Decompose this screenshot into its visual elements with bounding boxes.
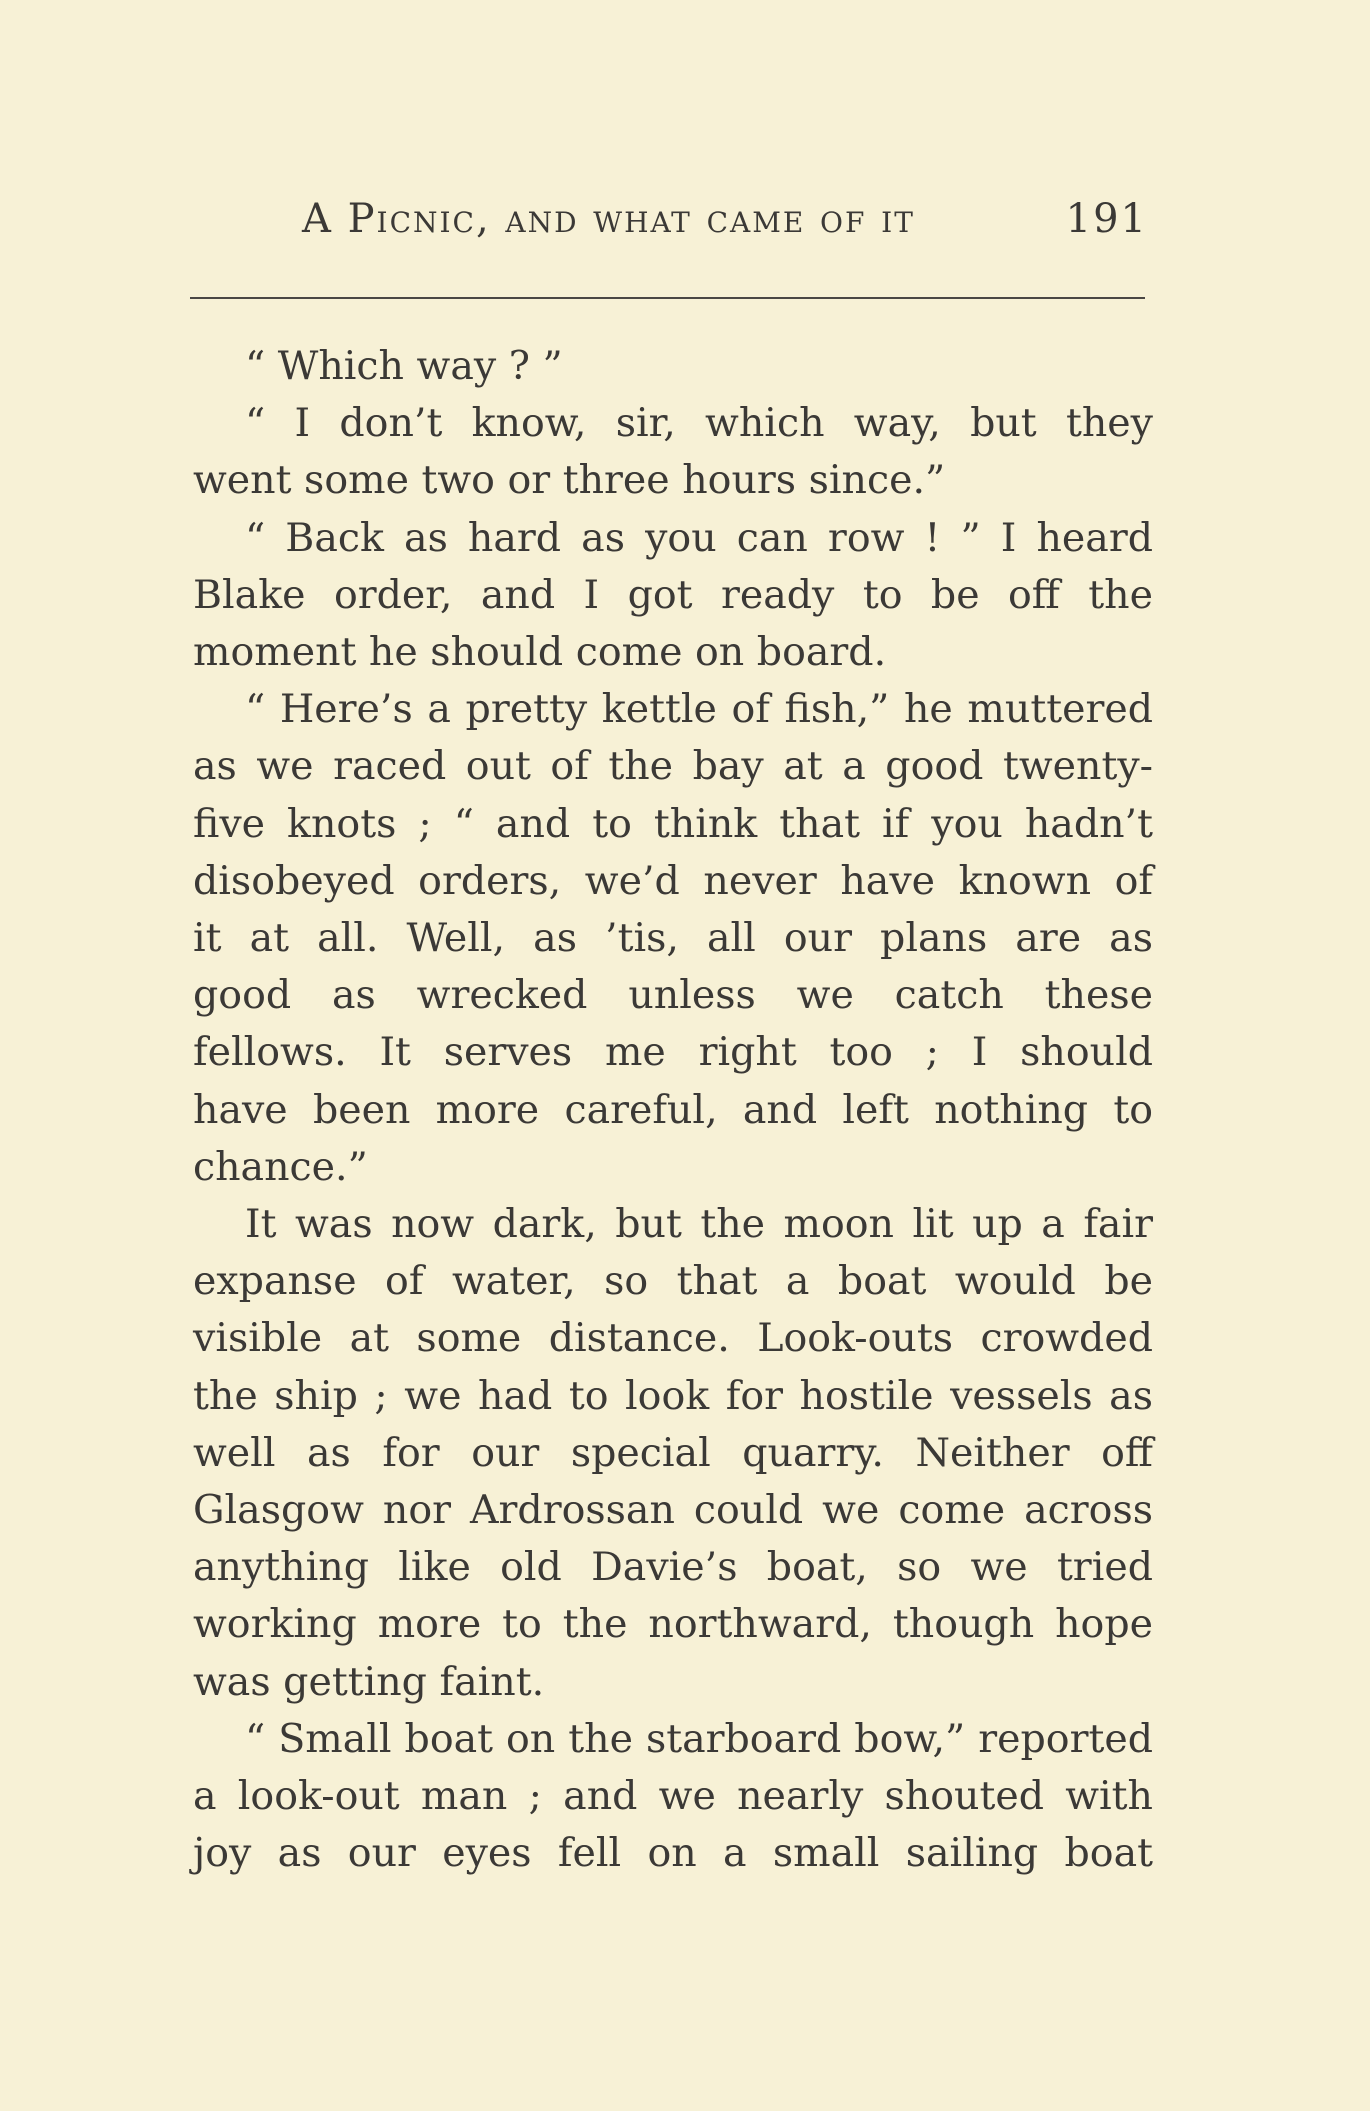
text-line: “ Back as hard as you can row ! ” I heard [245, 514, 1153, 561]
page-number: 191 [1065, 196, 1148, 242]
text-line: “ Here’s a pretty kettle of fish,” he muttered [245, 686, 1153, 733]
text-line: Blake order, and I got ready to be off the [193, 571, 1153, 618]
running-title: A Picnic, and what came of it [302, 196, 915, 242]
text-line: went some two or three hours since.” [193, 457, 946, 504]
text-line: expanse of water, so that a boat would be [193, 1258, 1153, 1305]
text-line: “ Small boat on the starboard bow,” reported [245, 1715, 1153, 1762]
running-head [198, 196, 1148, 252]
text-line: working more to the northward, though hope [193, 1601, 1153, 1648]
text-line: It was now dark, but the moon lit up a fair [245, 1201, 1153, 1248]
text-line: fellows. It serves me right too ; I should [193, 1029, 1153, 1076]
text-line: five knots ; “ and to think that if you hadn’t [193, 800, 1153, 847]
header-rule [190, 297, 1145, 299]
text-line: moment he should come on board. [193, 629, 887, 676]
text-line: was getting faint. [193, 1658, 545, 1705]
text-line: joy as our eyes fell on a small sailing boat [193, 1830, 1153, 1877]
text-line: as we raced out of the bay at a good twenty- [193, 743, 1153, 790]
text-line: anything like old Davie’s boat, so we tried [193, 1544, 1153, 1591]
text-line: have been more careful, and left nothing to [193, 1086, 1153, 1133]
text-line: a look-out man ; and we nearly shouted with [193, 1773, 1153, 1820]
body-text [193, 338, 1153, 1882]
text-line: it at all. Well, as ’tis, all our plans are as [193, 915, 1153, 962]
text-line: visible at some distance. Look-outs crowded [193, 1315, 1153, 1362]
text-line: good as wrecked unless we catch these [193, 972, 1153, 1019]
text-line: well as for our special quarry. Neither off [193, 1429, 1153, 1476]
text-line: “ Which way ? ” [245, 343, 563, 389]
text-line: chance.” [193, 1143, 368, 1190]
text-line: “ I don’t know, sir, which way, but they [245, 400, 1153, 447]
text-line: disobeyed orders, we’d never have known of [193, 857, 1153, 904]
text-line: the ship ; we had to look for hostile vessels as [193, 1372, 1153, 1419]
text-line: Glasgow nor Ardrossan could we come across [193, 1487, 1153, 1534]
